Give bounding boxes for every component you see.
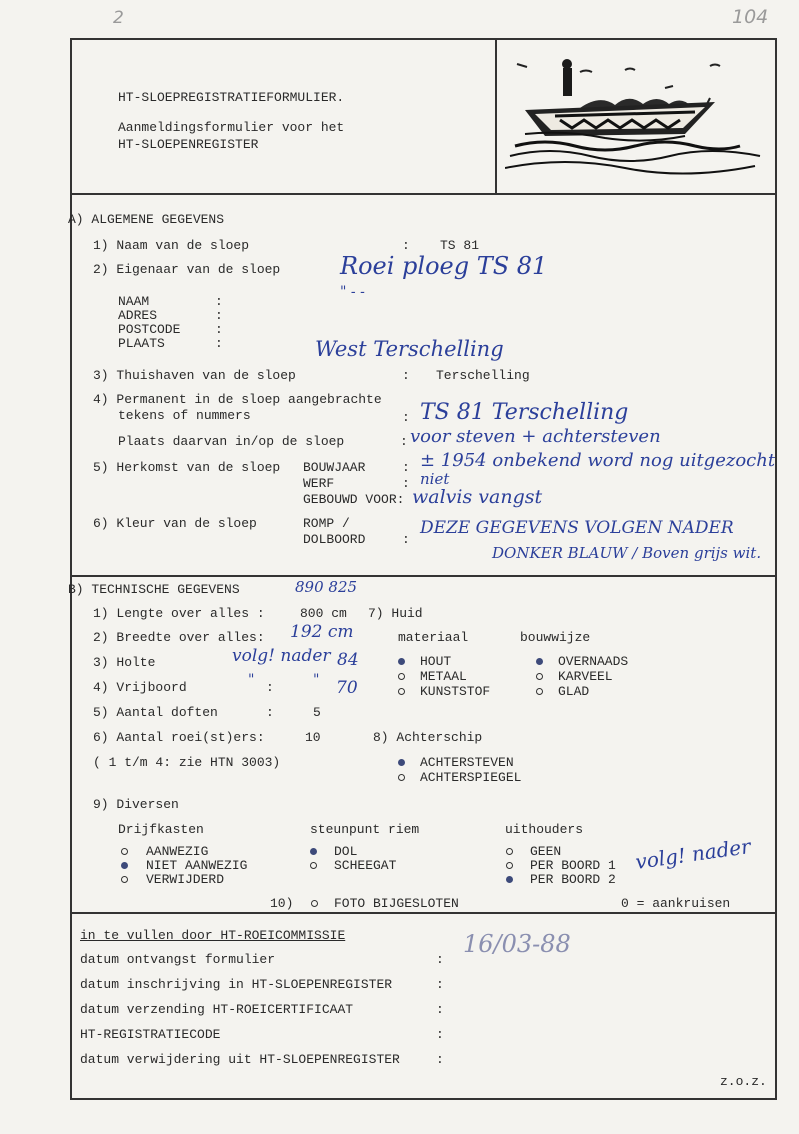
q3-label: 3) Thuishaven van de sloep bbox=[93, 368, 296, 383]
row-certificate-sep: : bbox=[436, 1002, 444, 1017]
q6-label: 6) Kleur van de sloep bbox=[93, 516, 257, 531]
b-q9-label: 9) Diversen bbox=[93, 797, 179, 812]
turn-over-note: z.o.z. bbox=[720, 1074, 767, 1089]
b-q7-label: 7) Huid bbox=[368, 606, 423, 621]
checkbox-overnaads[interactable] bbox=[536, 658, 543, 665]
divider-header bbox=[70, 193, 777, 195]
b-q4-label: 4) Vrijboord bbox=[93, 680, 187, 695]
material-head: materiaal bbox=[398, 630, 469, 645]
checkbox-kunststof[interactable] bbox=[398, 688, 405, 695]
checkbox-metaal[interactable] bbox=[398, 673, 405, 680]
checkbox-karveel[interactable] bbox=[536, 673, 543, 680]
width-handwritten: 192 cm bbox=[290, 622, 354, 642]
row-certificate-label: datum verzending HT-ROEICERTIFICAAT bbox=[80, 1002, 354, 1017]
owner-sep-4: : bbox=[215, 336, 223, 351]
owner-field-adres: ADRES bbox=[118, 308, 158, 323]
option-scheegat: SCHEEGAT bbox=[334, 858, 397, 873]
thwarts-value: 5 bbox=[313, 705, 321, 720]
option-metaal: METAAL bbox=[420, 669, 467, 684]
frame-top bbox=[70, 38, 777, 40]
b-note: ( 1 t/m 4: zie HTN 3003) bbox=[93, 755, 281, 770]
freeboard-ditto-2: " bbox=[313, 672, 320, 688]
q5-sub-werf: WERF bbox=[303, 476, 335, 491]
commission-heading: in te vullen door HT-ROEICOMMISSIE bbox=[80, 928, 346, 943]
q5-sep-1: : bbox=[402, 460, 410, 475]
q5-sep-2: : bbox=[402, 476, 410, 491]
marks-handwritten: TS 81 Terschelling bbox=[420, 400, 629, 425]
depth-value-handwritten: 84 bbox=[337, 650, 359, 670]
option-per-boord-1: PER BOORD 1 bbox=[530, 858, 616, 873]
length-value: 800 cm bbox=[300, 606, 347, 621]
option-verwijderd: VERWIJDERD bbox=[146, 872, 225, 887]
q6-sub-romp: ROMP / bbox=[303, 516, 350, 531]
q6-sep: : bbox=[402, 532, 410, 547]
q4-label-2: tekens of nummers bbox=[118, 408, 251, 423]
option-hout: HOUT bbox=[420, 654, 452, 669]
checkbox-hout[interactable] bbox=[398, 658, 405, 665]
option-achtersteven: ACHTERSTEVEN bbox=[420, 755, 514, 770]
checkbox-per-boord-2[interactable] bbox=[506, 876, 513, 883]
freeboard-ditto-1: " bbox=[248, 672, 255, 688]
q4-sep: : bbox=[402, 410, 410, 425]
page-mark-left: 2 bbox=[113, 8, 124, 28]
b-q6-label: 6) Aantal roei(st)ers: bbox=[93, 730, 265, 745]
divider-commission bbox=[70, 912, 777, 914]
buoyancy-head: Drijfkasten bbox=[118, 822, 204, 837]
home-port-value: Terschelling bbox=[436, 368, 530, 383]
row-received-sep: : bbox=[436, 952, 444, 967]
b-q10-label: 10) bbox=[270, 896, 294, 911]
frame-right bbox=[775, 38, 777, 1100]
section-b-heading: B) TECHNISCHE GEGEVENS bbox=[68, 582, 240, 597]
option-dol: DOL bbox=[334, 844, 358, 859]
option-geen: GEEN bbox=[530, 844, 562, 859]
build-yard-handwritten: niet bbox=[420, 470, 450, 488]
option-achterspiegel: ACHTERSPIEGEL bbox=[420, 770, 522, 785]
row-received-label: datum ontvangst formulier bbox=[80, 952, 276, 967]
checkbox-achtersteven[interactable] bbox=[398, 759, 405, 766]
option-overnaads: OVERNAADS bbox=[558, 654, 629, 669]
checkbox-niet-aanwezig[interactable] bbox=[121, 862, 128, 869]
q1-sep: : bbox=[402, 238, 410, 253]
marks-place-handwritten: voor steven + achtersteven bbox=[410, 426, 661, 447]
q4-label-1: 4) Permanent in de sloep aangebrachte bbox=[93, 392, 382, 407]
checkbox-scheegat[interactable] bbox=[310, 862, 317, 869]
b-q4-sep: : bbox=[266, 680, 274, 695]
divider-section-b bbox=[70, 575, 777, 577]
checkbox-per-boord-1[interactable] bbox=[506, 862, 513, 869]
q6-sub-dolboord: DOLBOORD bbox=[303, 532, 366, 547]
q4-place-label: Plaats daarvan in/op de sloep bbox=[118, 434, 345, 449]
boat-name-value: TS 81 bbox=[440, 238, 480, 253]
freeboard-value-handwritten: 70 bbox=[336, 678, 358, 698]
option-aanwezig: AANWEZIG bbox=[146, 844, 209, 859]
rowing-boat-illustration bbox=[505, 50, 770, 185]
q4-place-sep: : bbox=[400, 434, 408, 449]
checkbox-foto[interactable] bbox=[311, 900, 318, 907]
owner-sep-1: : bbox=[215, 294, 223, 309]
q1-label: 1) Naam van de sloep bbox=[93, 238, 250, 253]
outriggers-head: uithouders bbox=[505, 822, 584, 837]
q5-label: 5) Herkomst van de sloep bbox=[93, 460, 281, 475]
received-date-handwritten: 16/03-88 bbox=[463, 930, 571, 958]
oar-support-head: steunpunt riem bbox=[310, 822, 420, 837]
owner-ditto: " - - bbox=[340, 284, 365, 300]
b-q2-label: 2) Breedte over alles: bbox=[93, 630, 265, 645]
b-q1-label: 1) Lengte over alles : bbox=[93, 606, 265, 621]
owner-field-postcode: POSTCODE bbox=[118, 322, 181, 337]
outriggers-handwritten: volg! nader bbox=[633, 834, 753, 874]
page-mark-right: 104 bbox=[732, 6, 769, 28]
plaats-handwritten: West Terschelling bbox=[315, 337, 504, 361]
built-for-handwritten: walvis vangst bbox=[412, 486, 543, 508]
q2-label: 2) Eigenaar van de sloep bbox=[93, 262, 281, 277]
owner-sep-3: : bbox=[215, 322, 223, 337]
checkbox-verwijderd[interactable] bbox=[121, 876, 128, 883]
checkbox-glad[interactable] bbox=[536, 688, 543, 695]
q5-sub-gebouwd: GEBOUWD VOOR: bbox=[303, 492, 405, 507]
q5-sub-bouwjaar: BOUWJAAR bbox=[303, 460, 366, 475]
checkbox-aanwezig[interactable] bbox=[121, 848, 128, 855]
owner-field-naam: NAAM bbox=[118, 294, 150, 309]
rowers-value: 10 bbox=[305, 730, 321, 745]
option-karveel: KARVEEL bbox=[558, 669, 613, 684]
owner-sep-2: : bbox=[215, 308, 223, 323]
depth-handwritten: volg! nader bbox=[232, 646, 331, 666]
checkbox-dol[interactable] bbox=[310, 848, 317, 855]
divider-logo bbox=[495, 38, 497, 194]
b-q5-sep: : bbox=[266, 705, 274, 720]
row-registered-sep: : bbox=[436, 977, 444, 992]
b-q5-label: 5) Aantal doften bbox=[93, 705, 218, 720]
colour-note-handwritten: DEZE GEGEVENS VOLGEN NADER bbox=[420, 518, 734, 538]
form-subtitle-2: HT-SLOEPENREGISTER bbox=[118, 137, 259, 152]
row-removed-sep: : bbox=[436, 1052, 444, 1067]
row-code-sep: : bbox=[436, 1027, 444, 1042]
checkbox-geen[interactable] bbox=[506, 848, 513, 855]
frame-bottom bbox=[70, 1098, 777, 1100]
length-correction-handwritten: 890 825 bbox=[295, 578, 358, 596]
frame-left bbox=[70, 38, 72, 1100]
colour-handwritten: DONKER BLAUW / Boven grijs wit. bbox=[492, 544, 762, 562]
row-registered-label: datum inschrijving in HT-SLOEPENREGISTER bbox=[80, 977, 393, 992]
b-q8-label: 8) Achterschip bbox=[373, 730, 483, 745]
option-glad: GLAD bbox=[558, 684, 590, 699]
owner-handwritten: Roei ploeg TS 81 bbox=[340, 252, 548, 280]
checkbox-achterspiegel[interactable] bbox=[398, 774, 405, 781]
row-removed-label: datum verwijdering uit HT-SLOEPENREGISTER bbox=[80, 1052, 400, 1067]
q3-sep: : bbox=[402, 368, 410, 383]
construction-head: bouwwijze bbox=[520, 630, 591, 645]
row-code-label: HT-REGISTRATIECODE bbox=[80, 1027, 221, 1042]
option-kunststof: KUNSTSTOF bbox=[420, 684, 491, 699]
option-niet-aanwezig: NIET AANWEZIG bbox=[146, 858, 248, 873]
option-per-boord-2: PER BOORD 2 bbox=[530, 872, 616, 887]
owner-field-plaats: PLAATS bbox=[118, 336, 165, 351]
form-title: HT-SLOEPREGISTRATIEFORMULIER. bbox=[118, 90, 345, 105]
section-a-heading: A) ALGEMENE GEGEVENS bbox=[68, 212, 225, 227]
check-legend: 0 = aankruisen bbox=[621, 896, 731, 911]
form-subtitle-1: Aanmeldingsformulier voor het bbox=[118, 120, 345, 135]
option-foto: FOTO BIJGESLOTEN bbox=[334, 896, 459, 911]
b-q3-label: 3) Holte bbox=[93, 655, 156, 670]
build-year-handwritten: ± 1954 onbekend word nog uitgezocht bbox=[420, 450, 776, 471]
